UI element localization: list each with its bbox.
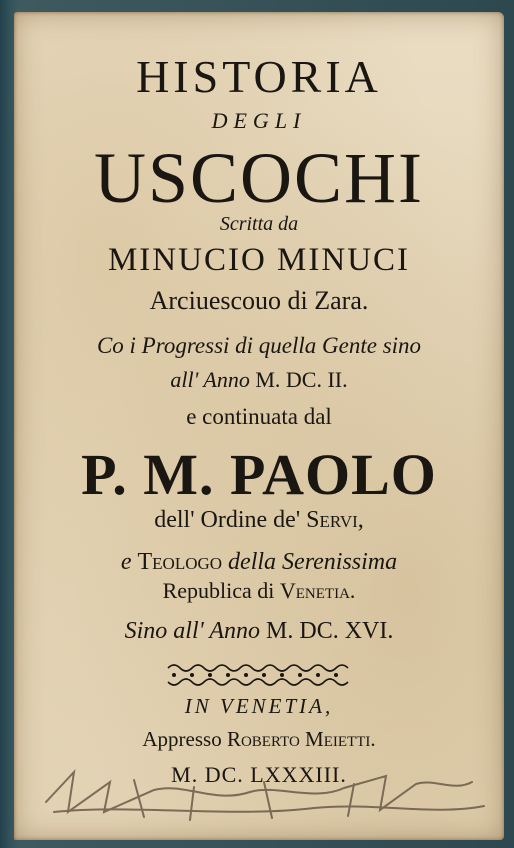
- teologo-serenissima: della Serenissima: [228, 549, 398, 575]
- anno-label: all' Anno: [170, 367, 250, 392]
- title-uscochi: USCOCHI: [93, 138, 425, 218]
- teologo-word: Teologo: [137, 549, 223, 575]
- republica-city: Venetia.: [279, 578, 356, 603]
- printer-prefix: Appresso: [142, 727, 222, 751]
- anno-1616: M. DC. XVI.: [266, 618, 394, 644]
- printer-name: Roberto Meietti.: [226, 727, 376, 751]
- continuator-name: P. M. PAOLO: [81, 442, 437, 507]
- title-historia: HISTORIA: [136, 51, 382, 102]
- teologo-e: e: [120, 549, 132, 575]
- title-degli: DEGLI: [211, 108, 307, 133]
- imprint-place: IN VENETIA,: [184, 694, 334, 718]
- author-title: Arciuescouo di Zara.: [149, 286, 369, 315]
- byline-scritta-da: Scritta da: [219, 213, 299, 235]
- sino-label: Sino all' Anno: [124, 618, 261, 644]
- order-servi: Servi,: [306, 507, 364, 533]
- manuscript-scrawl: [14, 12, 504, 840]
- author-name: MINUCIO MINUCI: [107, 242, 411, 278]
- anno-1602: M. DC. II.: [255, 367, 348, 392]
- republica-prefix: Republica di: [162, 578, 275, 603]
- imprint-year: M. DC. LXXXIII.: [171, 762, 347, 787]
- subtitle-progressi: Co i Progressi di quella Gente sino: [96, 333, 422, 358]
- order-prefix: dell' Ordine de': [154, 507, 301, 533]
- title-page: [14, 12, 504, 840]
- continuata-dal: e continuata dal: [186, 404, 332, 429]
